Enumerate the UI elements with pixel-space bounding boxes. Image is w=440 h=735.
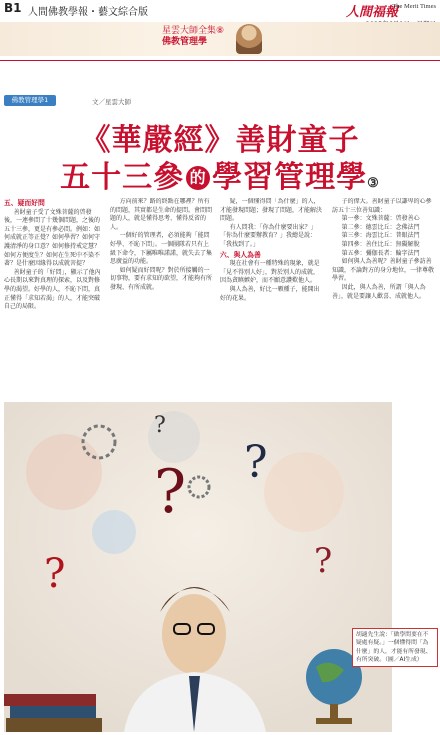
byline: 文／星雲大師 bbox=[92, 98, 131, 106]
student-face bbox=[162, 594, 226, 674]
paragraph: 善財童子的「好問」，顯示了他內心長期以來對真理的探索，以及對修學的渴望。好學的人，不恥下問，真正懂得「求知若渴」的人，才能突破自己的局限。 bbox=[4, 268, 101, 311]
series-part-number: ③ bbox=[367, 176, 380, 191]
paragraph: 現在社會有一種特殊的現象，就是「見不得別人好」，對於別人的成就，因為貪瞋嫉妒，而不願意讚歎他人。 bbox=[220, 260, 320, 285]
paragraph: 有人問我：「你為什麼要出家？」「你為什麼要辦教育？」我總是說：「我找到了。」 bbox=[220, 223, 317, 248]
question-mark-big: ? bbox=[154, 457, 187, 527]
paragraph: 一個好的管理者，必須能夠「能問好學、不恥下問」。一個團隊若只有上級下命令，下屬唯唯諾諾，就失去了集思廣益的功能。 bbox=[110, 232, 213, 266]
page-number: B1 bbox=[4, 1, 22, 15]
question-mark: ? bbox=[244, 437, 268, 488]
headline-de-badge: 的 bbox=[186, 166, 210, 190]
paragraph: 因此，與人為善，所謂「與人為善」，就是要讓人歡喜、成就他人。 bbox=[332, 283, 426, 300]
section-name: 人間佛教學報・藝文綜合版 bbox=[28, 7, 148, 18]
paragraph: 疑，一個懂得問「為什麼」的人，才能發現問題；發現了問題，才能解決問題。 bbox=[220, 198, 323, 223]
question-mark: ? bbox=[44, 551, 66, 597]
paragraph: 第四參：善住比丘：無礙解脫 bbox=[341, 240, 420, 248]
series-title bbox=[162, 26, 224, 48]
paper-english-name: The Merit Times bbox=[392, 3, 436, 10]
article-column-2 bbox=[110, 198, 214, 398]
section-heading: 六、與人為善 bbox=[220, 250, 261, 259]
headline-part-b: 學習管理學 bbox=[212, 160, 368, 195]
headline-part-a: 五十三參 bbox=[60, 160, 185, 195]
headline-line-2 bbox=[0, 152, 440, 196]
paragraph: 第三參：海雲比丘：普眼法門 bbox=[341, 232, 420, 240]
paragraph: 如何與人為善呢？善財童子參訪善知識，不論對方的身分地位，一律尊敬學習。 bbox=[332, 258, 435, 283]
series-volume: 星雲大師全集⑧ bbox=[162, 26, 225, 36]
paragraph: 與人為善，好比一顆種子，能開出好的花果。 bbox=[220, 285, 320, 302]
article-column-1 bbox=[4, 198, 102, 398]
book-stack bbox=[4, 694, 96, 706]
paragraph: 子的偉大。善財童子以謙卑的心參訪五十三位善知識： bbox=[332, 198, 432, 214]
paragraph: 方向前來？路的終點在哪裡？所有的問題，其實都是生命的提問。會問問題的人，就是懂得思考、懂得反省的人。 bbox=[110, 198, 213, 231]
svg-text:?: ? bbox=[154, 413, 166, 438]
paragraph: 如何疑而好問呢？對於所接觸的一切事物，要有求知的欲望，才能夠有所發現、有所成就。 bbox=[110, 266, 213, 291]
question-mark: ? bbox=[314, 541, 333, 581]
image-caption: 胡適先生說：「做學問要在不疑處有疑。」一個懂得問「為什麼」的人，才能有所發現、有所突破。（圖／AI生成） bbox=[352, 628, 438, 667]
ai-illustration bbox=[4, 402, 392, 732]
column-ribbon: 佛教管理學1 bbox=[4, 95, 56, 106]
headline-line-1: 《華嚴經》善財童子 bbox=[80, 123, 360, 158]
paragraph: 第五參：彌伽長者：輪字法門 bbox=[341, 249, 420, 257]
master-portrait bbox=[236, 24, 262, 54]
paragraph: 善財童子受了文殊菩薩的啓發後，一連參問了十幾個問題，之後的五十三參，更是有參必問。例如：如何成就正等正覺？如何學習？如何守護清淨的身口意？如何修持戒定慧？如何方便度生？如何在生死中不染不著？是什麼因緣得以成就菩提？ bbox=[4, 208, 101, 268]
masthead bbox=[0, 0, 440, 20]
paragraph: 第一參：文殊菩薩：啓發善心 bbox=[341, 215, 420, 223]
section-heading: 五、疑而好問 bbox=[4, 199, 45, 207]
paper-logo: 人間福報 bbox=[345, 5, 398, 20]
paragraph: 第二參：德雲比丘：念佛法門 bbox=[341, 223, 420, 231]
header-rule bbox=[0, 60, 440, 61]
series-subject: 佛教管理學 bbox=[162, 37, 208, 47]
